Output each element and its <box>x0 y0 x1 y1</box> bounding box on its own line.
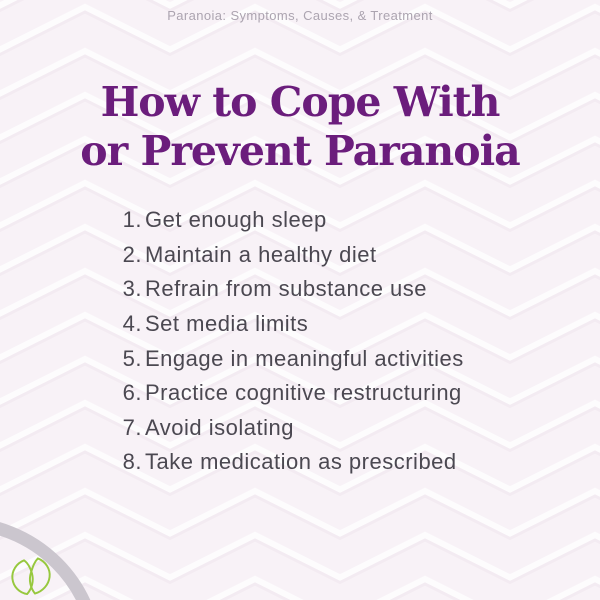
list-item-number: 5. <box>122 345 142 371</box>
list-item-number: 1. <box>122 207 142 233</box>
coping-list <box>104 203 464 480</box>
list-item <box>104 445 464 480</box>
list-item-number: 4. <box>122 311 142 337</box>
title-line-2: or Prevent Paranoia <box>80 127 520 175</box>
list-item-text: Set media limits <box>145 311 309 337</box>
header-caption: Paranoia: Symptoms, Causes, & Treatment <box>167 8 433 23</box>
list-item-text: Maintain a healthy diet <box>145 241 377 267</box>
list-item-number: 2. <box>122 241 142 267</box>
list-item <box>104 411 464 446</box>
list-item <box>104 376 464 411</box>
list-item-number: 8. <box>122 449 142 475</box>
list-item-text: Practice cognitive restructuring <box>145 380 462 406</box>
list-item <box>104 272 464 307</box>
list-item <box>104 203 464 238</box>
page-title <box>0 78 600 176</box>
list-item-number: 3. <box>122 276 142 302</box>
list-item <box>104 307 464 342</box>
list-item-number: 6. <box>122 380 142 406</box>
list-item-text: Engage in meaningful activities <box>145 345 464 371</box>
list-item-text: Take medication as prescribed <box>145 449 457 475</box>
list-item-text: Avoid isolating <box>145 414 294 440</box>
list-item <box>104 341 464 376</box>
list-item <box>104 238 464 273</box>
list-item-number: 7. <box>122 414 142 440</box>
list-item-text: Refrain from substance use <box>145 276 428 302</box>
page-header <box>0 8 600 23</box>
title-line-1: How to Cope With <box>100 78 500 126</box>
list-item-text: Get enough sleep <box>145 207 327 233</box>
plant-logo-icon <box>9 554 54 597</box>
